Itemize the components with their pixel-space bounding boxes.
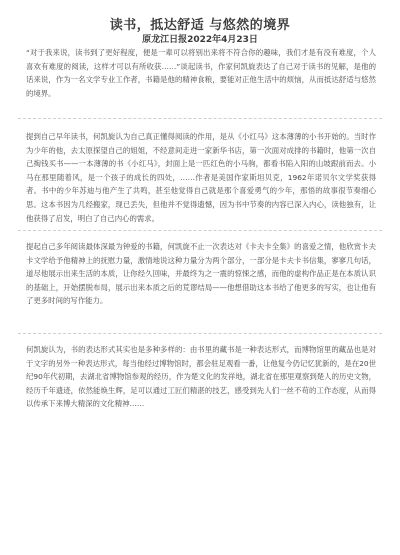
article-byline: 原龙江日报2022年4月23日	[142, 35, 258, 45]
article-title: 读书，抵达舒适 与悠然的境界	[109, 18, 291, 33]
section-divider	[18, 333, 382, 335]
paragraph-2: 提到自己早年读书，何凯旋认为自己真正懂得阅读的作用，是从《小红马》这本薄薄的小书开始的。当时作为少年的他，去太原探望自己的姐姐，不经意间走进一家新华书店，第一次面对成排的书籍时，他第一次自己掏钱买书——一本薄薄的书《小红马》，封面上是一匹红色的小马驹，都看书陷入阳的山坡跟前而去。小马在那里随着风，是一个孩子的成长的四处，……作者是美国作家斯坦贝克，1962年诺贝尔文学奖获得者。书中的少年苏迪与他产生了共鸣，甚至他觉得自己就是那个喜爱勇气的少年，那悟的故事很节奏细心思。这本书因为几经搬家，现已丢失，但他并不觉得遗憾，因为书中节奏的内容已深入内心，读他独有，让他获得了启发，明白了自己内心的需求。	[26, 132, 376, 223]
paragraph-3: 提起自己多年阅读最体深最为钟爱的书籍，何凯旋不止一次表达对《卡夫卡全集》的喜爱之情，他欣赏卡夫卡文学给予他精神上的抚慰力量，激情地说这种力量分为两个部分，一部分是卡夫卡书信集，寥寥几句话，道尽他展示出来生活的本质，让你经久回味，并最终为之一震的惊悚之感，而他的虚构作品正是在本质认识的基础上，开始摆脱布局，展示出来本质之后的荒谬结局——他想借助这本书给了他更多的写实，也让他有了更多时间的写作能力。	[26, 242, 376, 306]
section-divider	[18, 230, 382, 232]
paragraph-4: 何凯旋认为，书的表达形式其实也是多种多样的：由书里的藏书是一种表达形式，而博物馆里的藏品也是对于文字的另外一种表达形式，每当他经过博物馆时，都会驻足观看一番，让他复今仍记忆犹新的，是在20世纪90年代初期，去湖北省博物馆参观的经历，作为楚文化的发祥地，湖北省在那里观察到楚人的历史文物，经历千年遗迹，依然能焕生辉，足可以通过工匠们精湛的技艺，感受到先人们一丝不苟的工作态度，从而得以传承下来博大精深的文化精神……	[26, 345, 376, 409]
section-divider	[18, 118, 382, 120]
paragraph-1: “对于我来说，读书到了更好程度，便是一辈可以将别出来将不符合你的趣味，我们才是有没有难度，个人喜欢有难度的阅读，这样才可以有所收获……”谈起读书，作家何凯旋表达了自己对于读书的见解，是他的话来说，作为一名文学专业工作者，书籍是他的精神食粮，要能对正他生活中的烦恼，从而抵达舒适与悠然的境界。	[26, 48, 376, 98]
